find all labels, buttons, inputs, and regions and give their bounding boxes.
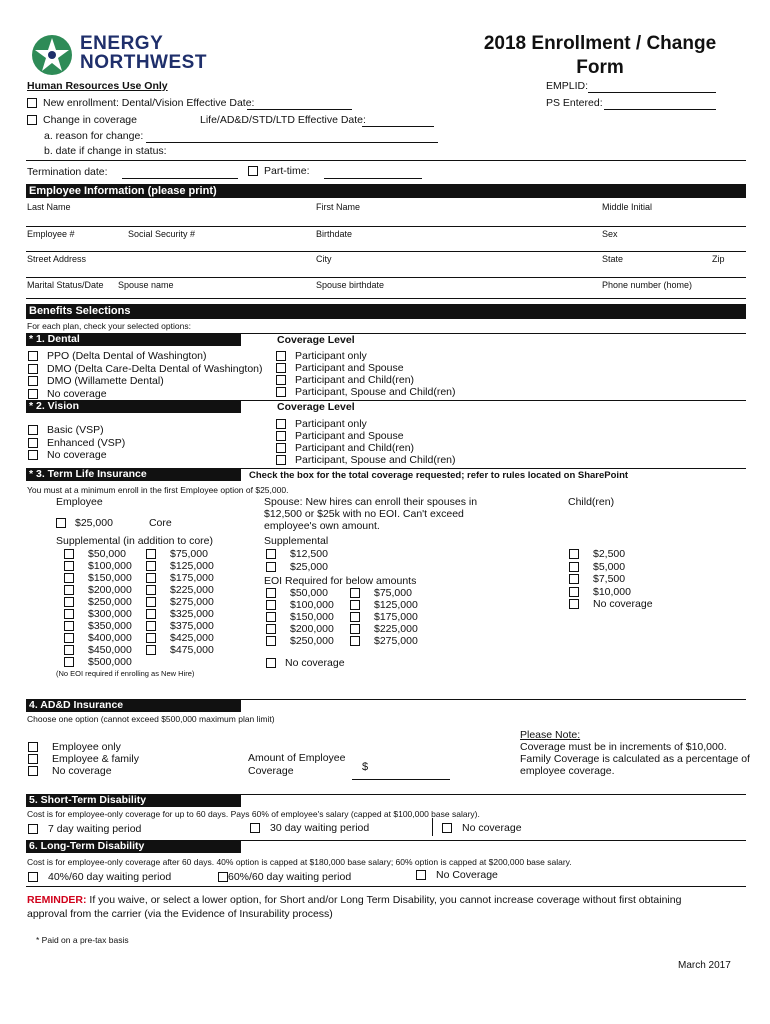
- vision-coverage-options: [276, 418, 456, 466]
- coverage-option: [276, 442, 456, 454]
- emp-supp-checkbox[interactable]: [64, 633, 74, 643]
- new-enrollment-label: New enrollment: Dental/Vision Effective Date:: [43, 97, 255, 109]
- child-option: [569, 598, 653, 611]
- std-opt1-label: 7 day waiting period: [48, 823, 142, 835]
- spouse-option: [266, 587, 334, 599]
- vision-options: [28, 424, 125, 462]
- coverage-option-label: Participant only: [295, 350, 367, 362]
- std-note: Cost is for employee-only coverage for up to 60 days. Pays 60% of employee's salary (capped at $100,000 base salary).: [27, 809, 480, 819]
- birthdate-label: Birthdate: [316, 229, 353, 239]
- coverage-option-label: Participant, Spouse and Child(ren): [295, 454, 456, 466]
- spouse-option: [266, 599, 334, 611]
- vision-enhanced-checkbox[interactable]: [28, 438, 38, 448]
- spouse-eoi-checkbox[interactable]: [350, 624, 360, 634]
- child-checkbox[interactable]: [569, 574, 579, 584]
- emp-supp-option: [146, 632, 214, 644]
- add-options: [28, 741, 139, 777]
- emp-supp-checkbox[interactable]: [146, 633, 156, 643]
- emp-supp-checkbox[interactable]: [64, 609, 74, 619]
- row-divider: [26, 298, 746, 299]
- logo-line-1: ENERGY: [80, 33, 164, 54]
- spouse-option: [350, 635, 418, 647]
- spouse-amount: $150,000: [290, 611, 334, 623]
- last-name-label: Last Name: [27, 202, 71, 212]
- std-heading-line: [241, 794, 746, 807]
- pretax-note: * Paid on a pre-tax basis: [36, 935, 129, 945]
- coverage-option: [276, 418, 456, 430]
- row-divider: [26, 277, 746, 278]
- dental-dmo-delta-checkbox[interactable]: [28, 364, 38, 374]
- spouse-option: [350, 623, 418, 635]
- child-checkbox[interactable]: [569, 587, 579, 597]
- emp-supp-option: [64, 548, 132, 560]
- emp-supp-option: [146, 560, 214, 572]
- reminder-text-2: approval from the carrier (via the Evidence of Insurability process): [27, 908, 333, 920]
- street-label: Street Address: [27, 254, 87, 264]
- ltd-opt1-label: 40%/60 day waiting period: [48, 871, 172, 883]
- emp-supp-option: [64, 656, 132, 668]
- emp-supp-checkbox[interactable]: [146, 549, 156, 559]
- emp-supp-option: [146, 572, 214, 584]
- ps-entered-field[interactable]: [604, 97, 716, 110]
- spouse-eoi-checkbox[interactable]: [266, 624, 276, 634]
- child-option: [569, 586, 653, 599]
- core-amount: $25,000: [75, 517, 113, 529]
- spouse-amount: $175,000: [374, 611, 418, 623]
- state-label: State: [602, 254, 624, 264]
- vision-coverage-heading: [241, 400, 746, 413]
- please-note-line: employee coverage.: [520, 765, 615, 777]
- spouse-amount: $200,000: [290, 623, 334, 635]
- spouse-amount: $250,000: [290, 635, 334, 647]
- life-effective-label: Life/AD&D/STD/LTD Effective Date:: [200, 114, 366, 126]
- dental-ppo-checkbox[interactable]: [28, 351, 38, 361]
- emp-supp-amount: $450,000: [88, 644, 132, 656]
- spouse-amount: $25,000: [290, 560, 328, 573]
- emp-supp-option: [64, 632, 132, 644]
- add-please-note: [520, 729, 750, 777]
- zip-label: Zip: [712, 254, 725, 264]
- std-opt2-label: 30 day waiting period: [270, 822, 370, 834]
- new-enrollment-row: [27, 97, 254, 109]
- emp-supp-option: [64, 596, 132, 608]
- part-time-field[interactable]: [324, 166, 422, 179]
- spouse-amount: $50,000: [290, 587, 328, 599]
- coverage-option-label: Participant, Spouse and Child(ren): [295, 386, 456, 398]
- hr-title: Human Resources Use Only: [27, 80, 168, 92]
- emp-supp-checkbox[interactable]: [64, 621, 74, 631]
- vision-option: [28, 424, 125, 437]
- dental-participant-family-checkbox[interactable]: [276, 387, 286, 397]
- spouse-option: [266, 611, 334, 623]
- core-row: [56, 517, 172, 529]
- vision-basic-checkbox[interactable]: [28, 425, 38, 435]
- coverage-option: [276, 350, 456, 362]
- core-25000-checkbox[interactable]: [56, 518, 66, 528]
- emp-supp-col1: [64, 548, 132, 668]
- dental-participant-spouse-checkbox[interactable]: [276, 363, 286, 373]
- emp-supp-option: [64, 560, 132, 572]
- child-options: [569, 548, 653, 611]
- coverage-level-label: Coverage Level: [277, 334, 355, 346]
- spouse-note: [264, 496, 477, 532]
- std-opt2-row: [250, 822, 369, 834]
- dental-option: [28, 350, 263, 363]
- add-amount-field[interactable]: [352, 766, 450, 780]
- emp-supp-checkbox[interactable]: [146, 621, 156, 631]
- employee-info-heading: Employee Information (please print): [26, 184, 746, 198]
- ltd-opt2-row: [218, 871, 351, 883]
- std-opt3-label: No coverage: [462, 822, 522, 834]
- dental-coverage-heading: [241, 333, 746, 346]
- emp-supp-label: Supplemental (in addition to core): [56, 535, 214, 547]
- spouse-eoi-col2: [350, 587, 418, 647]
- dental-participant-children-checkbox[interactable]: [276, 375, 286, 385]
- reason-label: a. reason for change:: [44, 130, 144, 142]
- company-logo: [28, 32, 218, 78]
- sex-label: Sex: [602, 229, 618, 239]
- star-logo-icon: [28, 32, 76, 78]
- emp-supp-checkbox[interactable]: [64, 549, 74, 559]
- vision-option-label: No coverage: [47, 449, 107, 461]
- phone-label: Phone number (home): [602, 280, 693, 290]
- spouse-eoi-checkbox[interactable]: [350, 588, 360, 598]
- middle-initial-label: Middle Initial: [602, 202, 653, 212]
- spouse-amount: $275,000: [374, 635, 418, 647]
- emp-supp-option: [146, 596, 214, 608]
- dental-coverage-options: [276, 350, 456, 398]
- spouse-eoi-checkbox[interactable]: [266, 612, 276, 622]
- add-no-coverage-checkbox[interactable]: [28, 766, 38, 776]
- new-enrollment-checkbox[interactable]: [27, 98, 37, 108]
- life-effective-field[interactable]: [362, 114, 434, 127]
- vision-option-label: Basic (VSP): [47, 424, 104, 436]
- coverage-option-label: Participant and Spouse: [295, 362, 404, 374]
- emplid-field[interactable]: [588, 80, 716, 93]
- child-amount: $7,500: [593, 573, 626, 585]
- add-amount-line: Coverage: [248, 765, 294, 777]
- child-amount: $2,500: [593, 548, 626, 560]
- add-employee-only-checkbox[interactable]: [28, 742, 38, 752]
- life-heading: * 3. Term Life Insurance: [26, 468, 241, 481]
- emp-supp-amount: $250,000: [88, 596, 132, 608]
- reminder-text-1: If you waive, or select a lower option, for Short and/or Long Term Disability, you cannot increase coverage without first obtaining: [86, 894, 682, 906]
- spouse-note-line: Spouse: New hires can enroll their spouses in: [264, 496, 478, 508]
- emp-supp-checkbox[interactable]: [146, 609, 156, 619]
- form-date: March 2017: [678, 960, 731, 971]
- emp-supp-amount: $225,000: [170, 584, 214, 596]
- reminder-line-1: [27, 893, 749, 907]
- emp-supp-checkbox[interactable]: [64, 585, 74, 595]
- emp-supp-amount: $150,000: [88, 572, 132, 584]
- child-amount: $10,000: [593, 585, 631, 598]
- life-right-heading-text: Check the box for the total coverage requested; refer to rules located on SharePoint: [249, 470, 629, 481]
- coverage-option: [276, 386, 456, 398]
- emp-supp-option: [64, 608, 132, 620]
- marital-label: Marital Status/Date: [27, 280, 104, 290]
- child-checkbox[interactable]: [569, 562, 579, 572]
- emp-supp-amount: $100,000: [88, 560, 132, 572]
- spouse-none-row: [266, 657, 345, 669]
- std-opt1-row: [28, 823, 141, 835]
- spouse-eoi-checkbox[interactable]: [266, 588, 276, 598]
- ltd-opt3-row: [416, 869, 498, 881]
- emp-supp-amount: $475,000: [170, 644, 214, 656]
- form-title: [470, 32, 730, 80]
- emp-supp-option: [146, 608, 214, 620]
- add-heading-line: [241, 699, 746, 712]
- emp-supp-checkbox[interactable]: [146, 645, 156, 655]
- emp-supp-amount: $350,000: [88, 620, 132, 632]
- benefits-heading: Benefits Selections: [26, 304, 746, 319]
- dental-dmo-willamette-checkbox[interactable]: [28, 376, 38, 386]
- date-change-label: b. date if change in status:: [44, 145, 167, 157]
- dental-effective-field[interactable]: [247, 99, 352, 110]
- coverage-option-label: Participant and Spouse: [295, 430, 404, 442]
- add-option-label: No coverage: [52, 765, 112, 777]
- coverage-option: [276, 374, 456, 386]
- dental-participant-only-checkbox[interactable]: [276, 351, 286, 361]
- emp-supp-amount: $325,000: [170, 608, 214, 620]
- emp-supp-option: [64, 620, 132, 632]
- emp-supp-checkbox[interactable]: [64, 561, 74, 571]
- row-divider: [26, 226, 746, 227]
- spouse-option: [266, 548, 328, 561]
- emp-supp-amount: $200,000: [88, 584, 132, 596]
- spouse-25000-checkbox[interactable]: [266, 562, 276, 572]
- emp-supp-checkbox[interactable]: [64, 645, 74, 655]
- please-note-line: Coverage must be in increments of $10,000.: [520, 741, 727, 753]
- employee-number-label: Employee #: [27, 229, 75, 239]
- coverage-level-label: Coverage Level: [277, 401, 355, 413]
- spouse-amount: $12,500: [290, 548, 328, 560]
- child-option: [569, 561, 653, 574]
- life-minimum-note: You must at a minimum enroll in the first Employee option of $25,000.: [27, 485, 289, 495]
- dental-option-label: DMO (Willamette Dental): [47, 375, 164, 387]
- please-note-line: Family Coverage is calculated as a percentage of: [520, 753, 750, 765]
- title-line-2: Form: [576, 57, 624, 78]
- title-line-1: 2018 Enrollment / Change: [483, 33, 717, 54]
- coverage-option: [276, 430, 456, 442]
- emp-supp-option: [146, 620, 214, 632]
- child-amount: $5,000: [593, 560, 626, 573]
- vision-option: [28, 449, 125, 462]
- emp-supp-option: [64, 572, 132, 584]
- spouse-12500-checkbox[interactable]: [266, 549, 276, 559]
- ltd-opt3-label: No Coverage: [436, 869, 498, 881]
- emp-supp-checkbox[interactable]: [146, 585, 156, 595]
- divider: [26, 160, 746, 161]
- coverage-option: [276, 362, 456, 374]
- emp-supp-amount: $500,000: [88, 656, 132, 668]
- std-opt3-row: [442, 822, 522, 834]
- emp-supp-checkbox[interactable]: [146, 573, 156, 583]
- spouse-eoi-checkbox[interactable]: [266, 636, 276, 646]
- add-employee-family-checkbox[interactable]: [28, 754, 38, 764]
- spouse-eoi-checkbox[interactable]: [350, 612, 360, 622]
- add-note: Choose one option (cannot exceed $500,000 maximum plan limit): [27, 714, 275, 724]
- spouse-eoi-checkbox[interactable]: [266, 600, 276, 610]
- vision-option-label: Enhanced (VSP): [47, 436, 126, 449]
- eoi-label: EOI Required for below amounts: [264, 575, 417, 587]
- spouse-note-line: employee's own amount.: [264, 520, 380, 532]
- core-label: Core: [148, 517, 172, 529]
- ltd-opt1-row: [28, 871, 171, 883]
- emp-supp-amount: $175,000: [170, 572, 214, 584]
- termination-label: Termination date:: [27, 166, 108, 178]
- spouse-option: [266, 623, 334, 635]
- emp-supp-amount: $125,000: [170, 560, 214, 572]
- emp-supp-checkbox[interactable]: [146, 597, 156, 607]
- emp-supp-checkbox[interactable]: [64, 573, 74, 583]
- please-note-title: Please Note:: [520, 729, 581, 741]
- emplid-label: EMPLID:: [546, 80, 589, 92]
- add-option: [28, 765, 139, 777]
- std-heading: 5. Short-Term Disability: [26, 794, 241, 807]
- ltd-heading: 6. Long-Term Disability: [26, 840, 241, 853]
- spouse-none-label: No coverage: [285, 657, 345, 669]
- emp-supp-checkbox[interactable]: [64, 657, 74, 667]
- vision-no-coverage-checkbox[interactable]: [28, 450, 38, 460]
- std-7day-checkbox[interactable]: [28, 824, 38, 834]
- add-dollar-sign: $: [362, 761, 369, 773]
- std-30day-checkbox[interactable]: [250, 823, 260, 833]
- spouse-birthdate-label: Spouse birthdate: [316, 280, 385, 290]
- coverage-option-label: Participant and Child(ren): [295, 374, 415, 386]
- spouse-supp-label: Supplemental: [264, 535, 329, 547]
- coverage-option-label: Participant and Child(ren): [295, 442, 415, 454]
- emp-supp-option: [146, 644, 214, 656]
- add-heading: 4. AD&D Insurance: [26, 699, 241, 712]
- vision-heading: * 2. Vision: [26, 400, 241, 413]
- spouse-note-line: $12,500 or $25k with no EOI. Can't exceed: [264, 508, 464, 520]
- ps-entered-label: PS Entered:: [546, 97, 603, 109]
- vision-option: [28, 437, 125, 450]
- spouse-name-label: Spouse name: [118, 280, 174, 290]
- spouse-amount: $75,000: [374, 587, 412, 599]
- life-right-heading: [241, 468, 746, 481]
- spouse-amount: $125,000: [374, 599, 418, 611]
- ltd-60pct-checkbox[interactable]: [218, 872, 228, 882]
- emp-supp-amount: $300,000: [88, 608, 132, 620]
- add-option: [28, 753, 139, 765]
- child-label: Child(ren): [568, 496, 615, 508]
- spouse-option: [350, 599, 418, 611]
- reason-field[interactable]: [146, 130, 438, 143]
- dental-options: [28, 350, 263, 400]
- vision-participant-only-checkbox[interactable]: [276, 419, 286, 429]
- emp-supp-amount: $375,000: [170, 620, 214, 632]
- emp-supp-amount: $400,000: [88, 632, 132, 644]
- first-name-label: First Name: [316, 202, 361, 212]
- change-coverage-checkbox[interactable]: [27, 115, 37, 125]
- life-employee-label: Employee: [56, 496, 103, 508]
- spouse-option: [350, 611, 418, 623]
- no-eoi-note: (No EOI required if enrolling as New Hire): [56, 669, 195, 678]
- benefits-instructions: For each plan, check your selected options:: [27, 321, 191, 331]
- child-no-coverage-checkbox[interactable]: [569, 599, 579, 609]
- coverage-option-label: Participant only: [295, 418, 367, 430]
- vision-participant-spouse-checkbox[interactable]: [276, 431, 286, 441]
- emp-supp-option: [146, 584, 214, 596]
- add-option: [28, 741, 139, 753]
- spouse-option: [350, 587, 418, 599]
- city-label: City: [316, 254, 332, 264]
- emp-supp-amount: $275,000: [170, 596, 214, 608]
- spouse-option: [266, 561, 328, 574]
- change-coverage-row: [27, 114, 137, 126]
- ssn-label: Social Security #: [128, 229, 196, 239]
- part-time-row: [248, 165, 310, 177]
- dental-option: [28, 363, 263, 376]
- child-checkbox[interactable]: [569, 549, 579, 559]
- emp-supp-option: [146, 548, 214, 560]
- reminder: [27, 893, 749, 921]
- dental-no-coverage-checkbox[interactable]: [28, 389, 38, 399]
- change-coverage-label: Change in coverage: [43, 114, 137, 126]
- coverage-option: [276, 454, 456, 466]
- add-option-label: Employee & family: [52, 753, 139, 765]
- spouse-basic-options: [266, 548, 328, 573]
- spouse-option: [266, 635, 334, 647]
- vision-participant-family-checkbox[interactable]: [276, 455, 286, 465]
- emp-supp-amount: $50,000: [88, 548, 126, 560]
- add-option-label: Employee only: [52, 741, 121, 753]
- dental-option-label: No coverage: [47, 387, 107, 400]
- ltd-heading-line: [241, 840, 746, 853]
- dental-heading: * 1. Dental: [26, 333, 241, 346]
- vision-participant-children-checkbox[interactable]: [276, 443, 286, 453]
- spouse-amount: $225,000: [374, 623, 418, 635]
- spouse-amount: $100,000: [290, 599, 334, 611]
- ltd-opt2-label: 60%/60 day waiting period: [228, 871, 352, 883]
- ltd-40pct-checkbox[interactable]: [28, 872, 38, 882]
- std-no-coverage-checkbox[interactable]: [442, 823, 452, 833]
- emp-supp-amount: $425,000: [170, 632, 214, 644]
- dental-option: [28, 388, 263, 401]
- spouse-eoi-checkbox[interactable]: [350, 636, 360, 646]
- spouse-eoi-col1: [266, 587, 334, 647]
- emp-supp-col2: [146, 548, 214, 656]
- add-amount-line: Amount of Employee: [248, 752, 346, 764]
- add-amount-label: [248, 752, 345, 778]
- emp-supp-checkbox[interactable]: [64, 597, 74, 607]
- dental-option-label: PPO (Delta Dental of Washington): [47, 350, 207, 362]
- ltd-no-coverage-checkbox[interactable]: [416, 870, 426, 880]
- child-option: [569, 548, 653, 561]
- ltd-note: Cost is for employee-only coverage after 60 days. 40% option is capped at $180,000 base salary; 60% option is capped at $200,000 base salary.: [27, 857, 572, 867]
- spouse-eoi-checkbox[interactable]: [350, 600, 360, 610]
- dental-option: [28, 375, 263, 388]
- emp-supp-option: [64, 644, 132, 656]
- emp-supp-option: [64, 584, 132, 596]
- std-divider: [432, 818, 433, 836]
- row-divider: [26, 251, 746, 252]
- spouse-no-coverage-checkbox[interactable]: [266, 658, 276, 668]
- emp-supp-checkbox[interactable]: [146, 561, 156, 571]
- emp-supp-amount: $75,000: [170, 548, 208, 560]
- part-time-label: Part-time:: [264, 165, 310, 177]
- part-time-checkbox[interactable]: [248, 166, 258, 176]
- logo-line-2: NORTHWEST: [80, 52, 207, 73]
- dental-option-label: DMO (Delta Care-Delta Dental of Washington): [47, 362, 263, 375]
- ltd-bottom-line: [26, 886, 746, 887]
- reminder-label: REMINDER:: [27, 894, 87, 906]
- child-amount: No coverage: [593, 598, 653, 610]
- child-option: [569, 573, 653, 586]
- termination-field[interactable]: [122, 166, 238, 179]
